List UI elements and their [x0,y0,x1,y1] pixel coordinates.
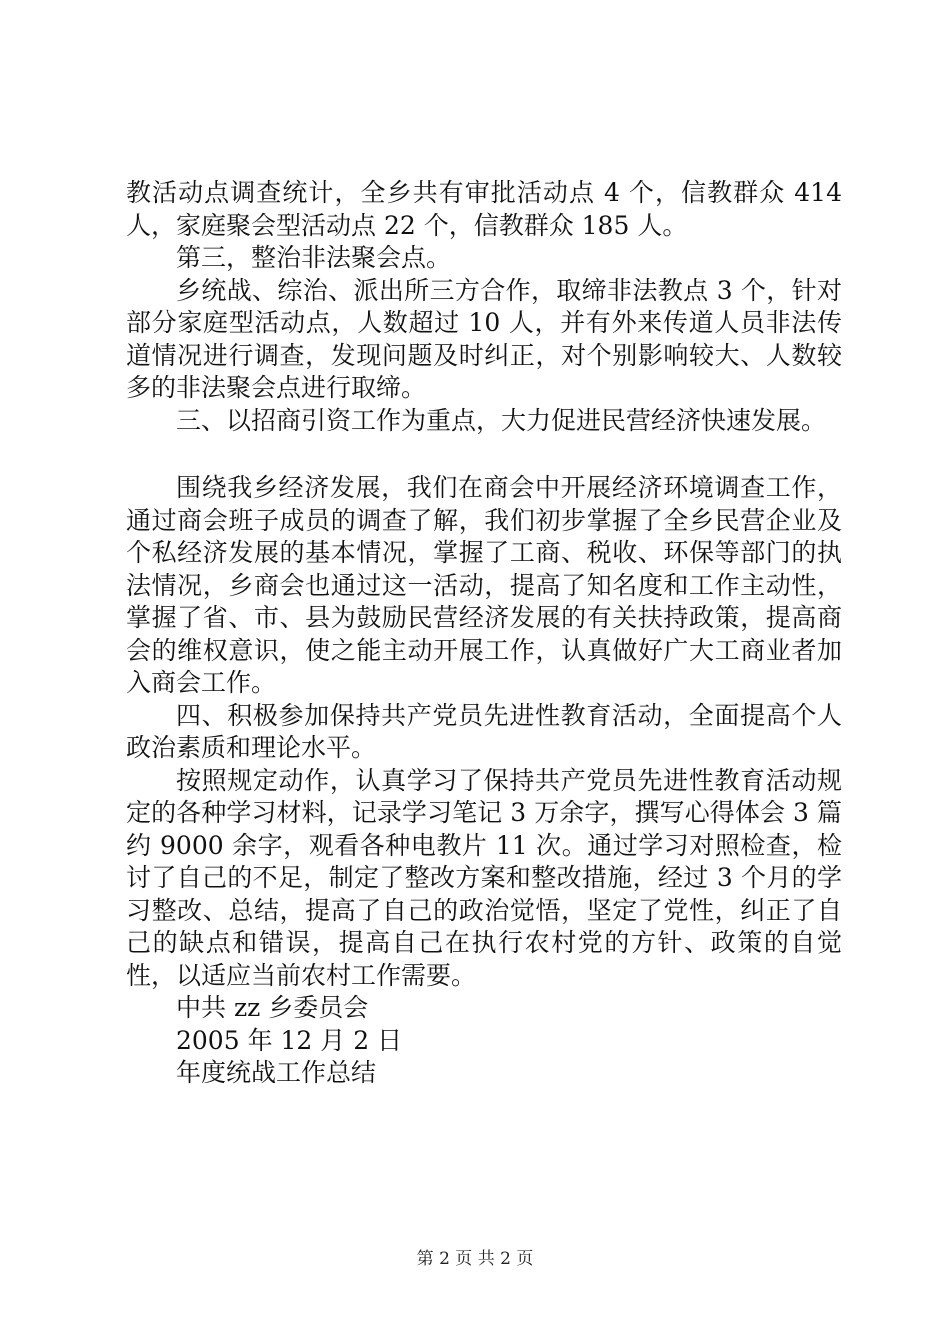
page-footer: 第 2 页 共 2 页 [416,1249,534,1269]
paragraph-study: 按照规定动作，认真学习了保持共产党员先进性教育活动规定的各种学习材料，记录学习笔记 3 万余字，撰写心得体会 3 篇约 9000 余字，观看各种电教片 11 次。通过学习对照检查，检讨了自己的不足，制定了整改方案和整改措施，经过 3 个月的学习整改、总结，提高了自己的政治觉悟，坚定了党性，纠正了自己的缺点和错误，提高自己在执行农村党的方针、政策的自觉性，以适应当前农村工作需要。 [126,765,842,990]
paragraph-economy: 围绕我乡经济发展，我们在商会中开展经济环境调查工作，通过商会班子成员的调查了解，我们初步掌握了全乡民营企业及个私经济发展的基本情况，掌握了工商、税收、环保等部门的执法情况，乡商会也通过这一活动，提高了知名度和工作主动性，掌握了省、市、县为鼓励民营经济发展的有关扶持政策，提高商会的维权意识，使之能主动开展工作，认真做好广大工商业者加入商会工作。 [126,473,842,697]
subheading-third: 第三，整治非法聚会点。 [176,243,452,272]
signature-org: 中共 zz 乡委员会 [176,993,369,1022]
section-heading-three: 三、以招商引资工作为重点，大力促进民营经济快速发展。 [176,405,827,435]
document-body [126,177,842,1090]
paragraph-illegal-gathering: 乡统战、综治、派出所三方合作，取缔非法教点 3 个，针对部分家庭型活动点，人数超过 10 人，并有外来传道人员非法传道情况进行调查，发现问题及时纠正，对个别影响较大、人数较多的非法聚会点进行取缔。 [126,275,842,402]
paragraph-gap [126,437,842,472]
next-document-title: 年度统战工作总结 [176,1058,377,1087]
signature-date: 2005 年 12 月 2 日 [176,1025,403,1055]
section-heading-four: 四、积极参加保持共产党员先进性教育活动，全面提高个人政治素质和理论水平。 [126,700,842,762]
paragraph-continuation: 教活动点调查统计，全乡共有审批活动点 4 个，信教群众 414 人，家庭聚会型活动点 22 个，信教群众 185 人。 [126,178,842,240]
